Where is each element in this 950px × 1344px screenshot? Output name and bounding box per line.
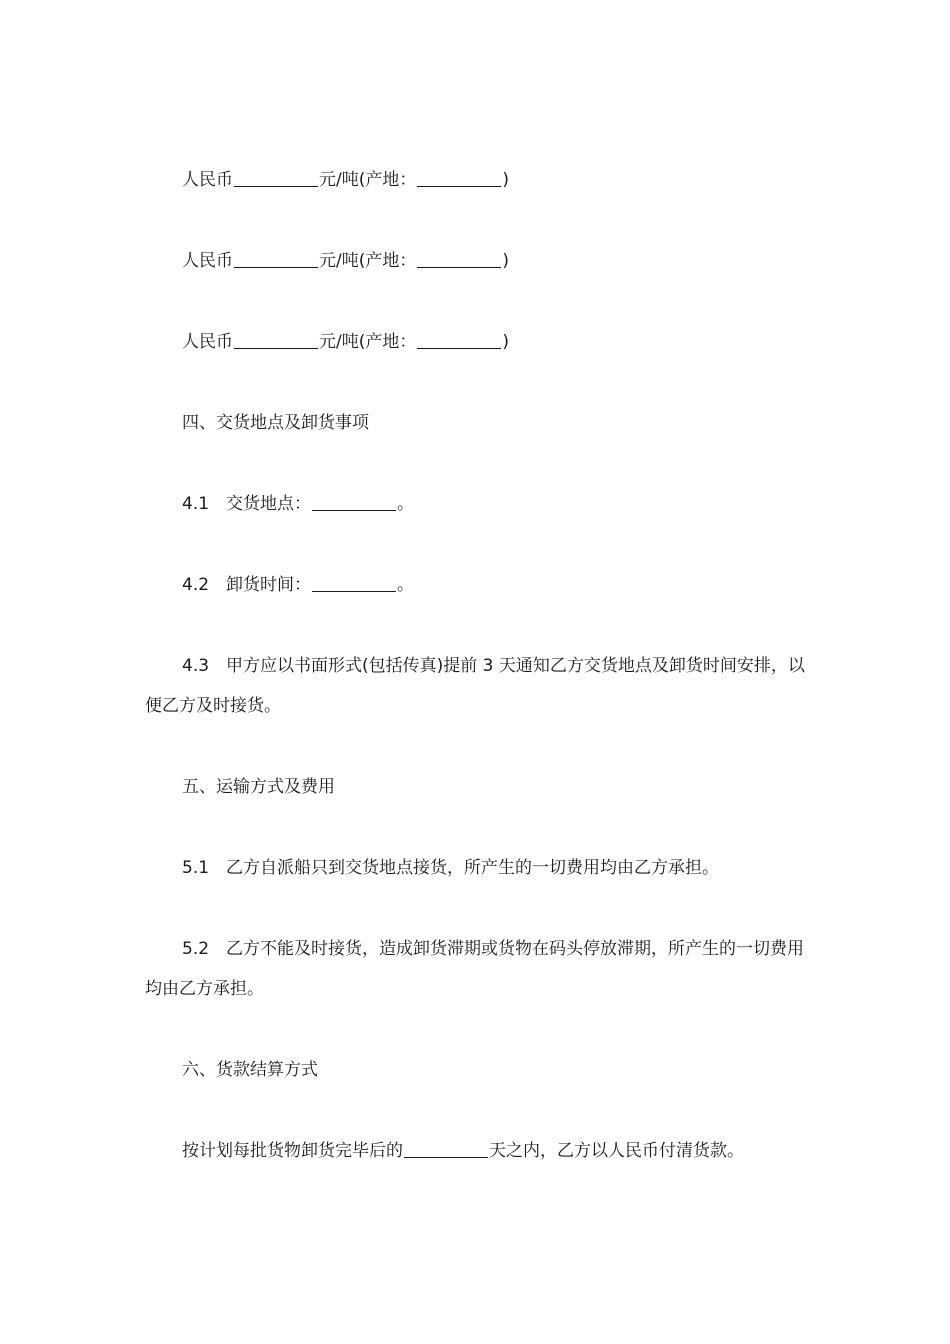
origin-blank [417, 347, 501, 349]
price-line-1 [145, 160, 807, 200]
clause-text: 乙方不能及时接货，造成卸货滞期或货物在码头停放滞期，所产生的一切费用均由乙方承担。 [145, 939, 804, 999]
price-blank [234, 347, 318, 349]
price-unit: 元/吨(产地： [319, 332, 417, 352]
clause-4-2 [145, 565, 807, 605]
price-prefix: 人民币 [182, 332, 233, 352]
price-unit: 元/吨(产地： [319, 170, 417, 190]
price-blank [234, 185, 318, 187]
price-line-3 [145, 322, 807, 362]
clause-end: 。 [397, 494, 414, 514]
unload-time-blank [312, 590, 396, 592]
delivery-place-blank [312, 509, 396, 511]
section-6-heading: 六、货款结算方式 [182, 1060, 318, 1080]
payment-clause [145, 1131, 807, 1171]
price-line-2 [145, 241, 807, 281]
price-unit: 元/吨(产地： [319, 251, 417, 271]
price-suffix: ) [502, 251, 510, 271]
price-suffix: ) [502, 332, 510, 352]
clause-4-1 [145, 484, 807, 524]
clause-5-1 [145, 848, 807, 888]
clause-number: 4.1 [182, 494, 210, 514]
price-suffix: ) [502, 170, 510, 190]
clause-4-3 [145, 646, 807, 726]
price-blank [234, 266, 318, 268]
price-prefix: 人民币 [182, 251, 233, 271]
clause-number: 5.2 [182, 939, 210, 959]
payment-days-blank [404, 1156, 488, 1158]
clause-number: 5.1 [182, 858, 210, 878]
origin-blank [417, 266, 501, 268]
clause-number: 4.3 [182, 656, 210, 676]
section-5-heading: 五、运输方式及费用 [182, 777, 335, 797]
origin-blank [417, 185, 501, 187]
document-body [145, 160, 807, 1212]
clause-text: 卸货时间： [226, 575, 311, 595]
clause-text: 甲方应以书面形式(包括传真)提前 3 天通知乙方交货地点及卸货时间安排，以便乙方及时接货。 [145, 656, 805, 716]
section-4-heading: 四、交货地点及卸货事项 [182, 413, 369, 433]
clause-text: 交货地点： [226, 494, 311, 514]
clause-text: 乙方自派船只到交货地点接货，所产生的一切费用均由乙方承担。 [226, 858, 719, 878]
clause-number: 4.2 [182, 575, 210, 595]
payment-text-before: 按计划每批货物卸货完毕后的 [182, 1141, 403, 1161]
clause-end: 。 [397, 575, 414, 595]
clause-5-2 [145, 929, 807, 1009]
price-prefix: 人民币 [182, 170, 233, 190]
payment-text-after: 天之内，乙方以人民币付清货款。 [489, 1141, 744, 1161]
